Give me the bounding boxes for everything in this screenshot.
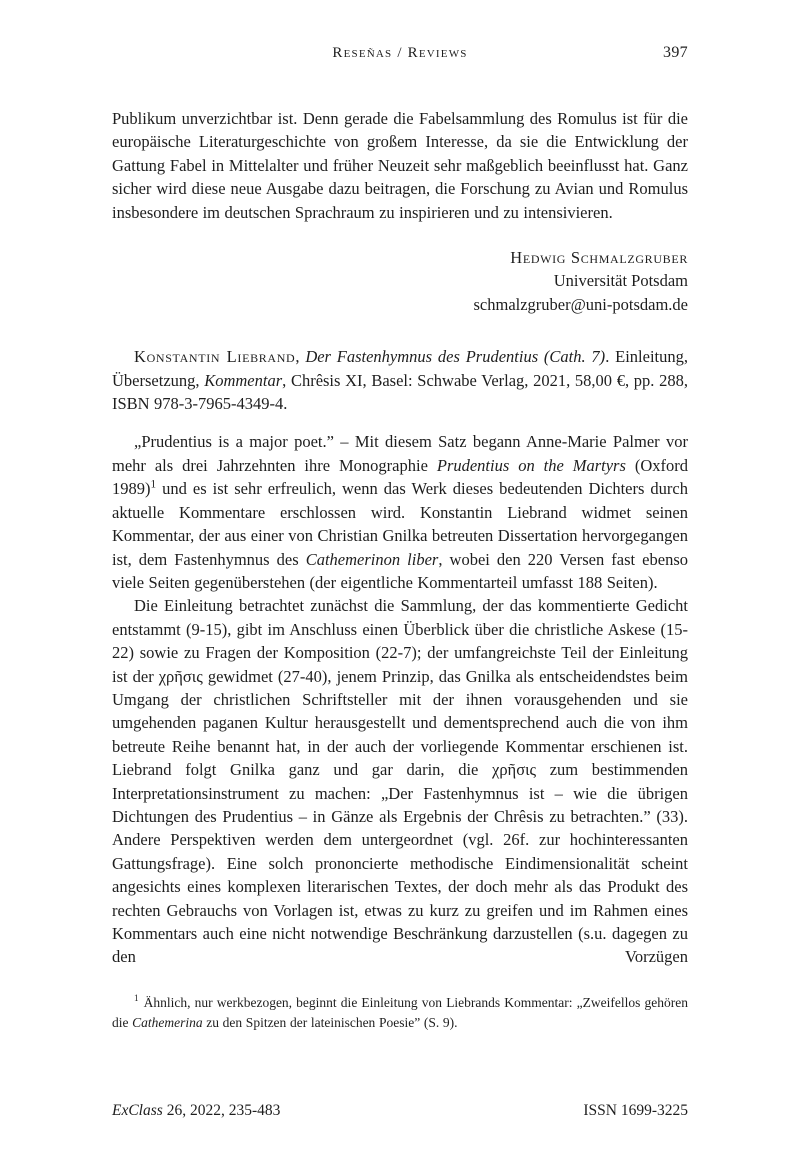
journal-citation: ExClass 26, 2022, 235-483 (112, 1102, 281, 1119)
footnote (112, 993, 688, 1034)
issn: ISSN 1699-3225 (583, 1102, 688, 1119)
reviewer-affiliation: Universität Potsdam (553, 271, 688, 291)
section-title: Reseñas / Reviews (332, 45, 468, 61)
reviewer-name: Hedwig Schmalzgruber (510, 248, 688, 268)
journal-page (0, 44, 800, 1119)
reviewer-email: schmalzgruber@uni-potsdam.de (473, 294, 688, 314)
footnote-text: Ähnlich, nur werkbezogen, beginnt die Einleitung von Liebrands Kommentar: „Zweifellos gehören die Cathemerina zu den Spitzen der lateinischen Poesie” (S. 9). (112, 994, 688, 1031)
page-footer (112, 1102, 688, 1120)
footnote-number: 1 (134, 993, 139, 1004)
page-number: 397 (663, 44, 688, 61)
page-header (112, 44, 688, 62)
review-paragraph-1: „Prudentius is a major poet.” – Mit diesem Satz begann Anne-Marie Palmer vor mehr als drei Jahrzehnten ihre Monographie Prudentius on the Martyrs (Oxford 1989)$^1$ und es ist sehr erfreulich, wenn das Werk dieses bedeutenden Dichters durch aktuelle Kommentare erschlossen wird. Konstantin Liebrand widmet seinen Kommentar, der aus einer von Christian Gnilka betreuten Dissertation hervorgegangen ist, dem Fastenhymnus des Cathemerinon liber, wobei den 220 Versen fast ebenso viele Seiten gegenüberstehen (der eigentliche Kommentarteil umfasst 188 Seiten). (112, 432, 688, 592)
reviewer-signature (112, 246, 688, 316)
review-heading: Konstantin Liebrand, Der Fastenhymnus des Prudentius (Cath. 7). Einleitung, Übersetzung, Kommentar, Chrêsis XI, Basel: Schwabe Verlag, 2021, 58,00 €, pp. 288, ISBN 978-3-7965-4349-4. (112, 347, 688, 414)
review-closing-paragraph: Publikum unverzichtbar ist. Denn gerade die Fabelsammlung des Romulus ist für die europäische Literaturgeschichte von großem Interesse, da sie die Entwicklung der Gattung Fabel in Mittelalter und früher Neuzeit sehr maßgeblich beeinflusst hat. Ganz sicher wird diese neue Ausgabe dazu beitragen, die Forschung zu Avian und Romulus insbesondere im deutschen Sprachraum zu inspirieren und zu intensivieren. (112, 109, 688, 222)
review-paragraph-2: Die Einleitung betrachtet zunächst die Sammlung, der das kommentierte Gedicht entstammt (9-15), gibt im Anschluss einen Überblick über die christliche Askese (15-22) sowie zu Fragen der Komposition (22-7); der umfangreichste Teil der Einleitung ist der χρῆσις gewidmet (27-40), jenem Prinzip, das Gnilka als entscheidendstes beim Umgang der christlichen Schriftsteller mit der ihnen vorausgehenden und sie umgehenden paganen Kultur herausgestellt und dementsprechend auch die von ihm betreute Reihe benannt hat, in der auch der vorliegende Kommentar erschienen ist. Liebrand folgt Gnilka ganz und gar darin, die χρῆσις zum bestimmenden Interpretationsinstrument zu machen: „Der Fastenhymnus ist – wie die übrigen Dichtungen des Prudentius – in Gänze als Ergebnis der Chrêsis zu betrachten.” (33). Andere Perspektiven werden dem untergeordnet (vgl. 26f. zur hochinteressanten Gattungsfrage). Eine solch prononcierte methodische Eindimensionalität scheint angesichts eines komplexen literarischen Textes, der doch mehr als das Produkt des rechten Gebrauchs von Vorlagen ist, etwas zu kurz zu greifen und im Rahmen eines Kommentars auch eine nicht notwendige Beschränkung darzustellen (s.u. dagegen zu den Vorzügen (112, 596, 688, 967)
